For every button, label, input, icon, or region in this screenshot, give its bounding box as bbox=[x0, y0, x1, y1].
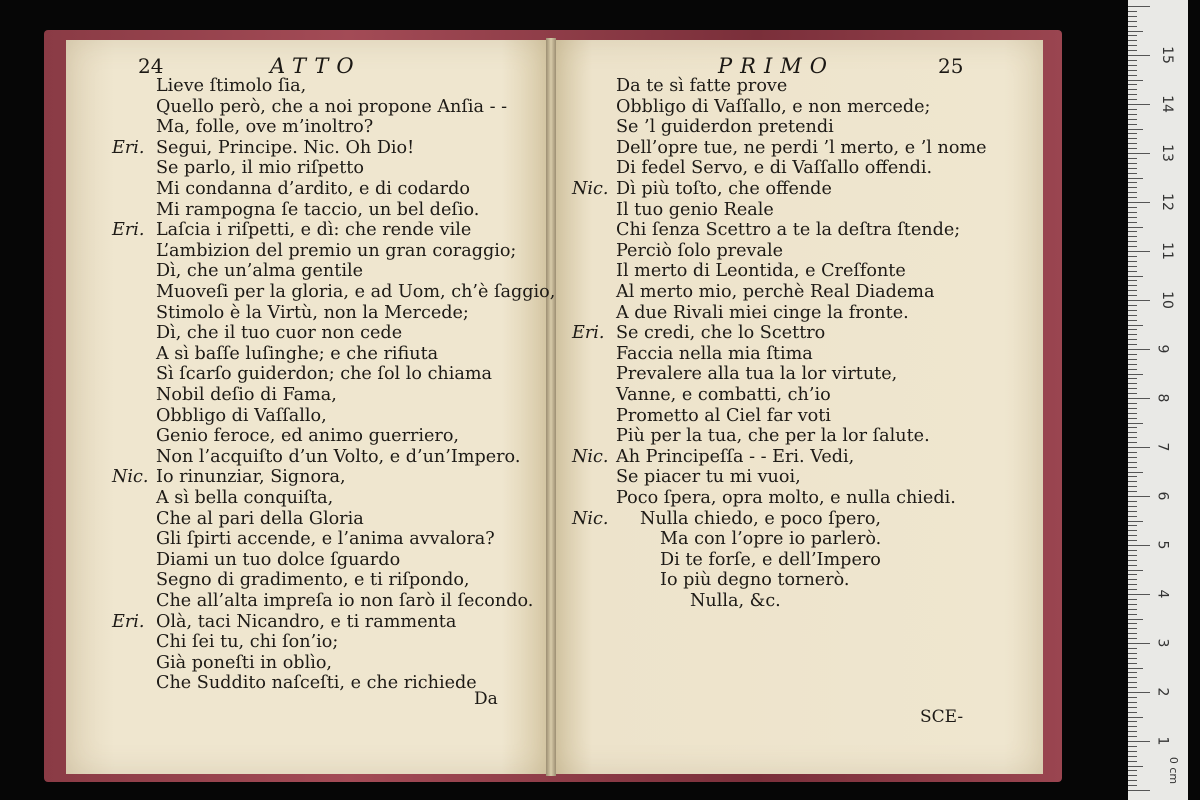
verse-text: Al merto mio, perchè Real Diadema bbox=[616, 282, 935, 302]
ruler-tick bbox=[1128, 604, 1137, 605]
verse-text: Che al pari della Gloria bbox=[156, 508, 364, 529]
ruler-number: 2 bbox=[1154, 687, 1171, 697]
ruler-tick bbox=[1128, 153, 1150, 154]
verse-text: Chi ſei tu, chi ſon’io; bbox=[156, 632, 339, 653]
verse-text: Mi rampogna ſe taccio, un bel deſio. bbox=[156, 199, 480, 220]
ruler-tick bbox=[1128, 359, 1137, 360]
ruler-tick bbox=[1128, 726, 1137, 727]
ruler-tick bbox=[1128, 525, 1137, 526]
ruler-tick bbox=[1128, 682, 1137, 683]
verse-text: Obbligo di Vaſſallo, e non mercede; bbox=[616, 96, 931, 117]
ruler-tick bbox=[1128, 104, 1150, 105]
ruler-tick bbox=[1128, 775, 1137, 776]
ruler-tick bbox=[1128, 565, 1137, 566]
ruler-tick bbox=[1128, 437, 1137, 438]
ruler-tick bbox=[1128, 663, 1137, 664]
ruler-tick bbox=[1128, 413, 1137, 414]
ruler-tick bbox=[1128, 320, 1137, 321]
ruler-tick bbox=[1128, 364, 1137, 365]
ruler-tick bbox=[1128, 398, 1150, 399]
verse-text: Segui, Principe. Nic. Oh Dio! bbox=[156, 137, 415, 158]
verse-text: Di fedel Servo, e di Vaſſallo offendi. bbox=[616, 158, 933, 179]
ruler-tick bbox=[1128, 192, 1137, 193]
ruler-tick bbox=[1128, 383, 1137, 384]
ruler-tick bbox=[1128, 26, 1137, 27]
ruler-tick bbox=[1128, 447, 1150, 448]
ruler-tick bbox=[1128, 266, 1137, 267]
speaker-label: Eri. bbox=[572, 323, 605, 344]
ruler-tick bbox=[1128, 702, 1137, 703]
ruler-tick bbox=[1128, 574, 1137, 575]
ruler-tick bbox=[1128, 677, 1137, 678]
verse-text: Perciò ſolo prevale bbox=[616, 240, 784, 261]
right-page-number: 25 bbox=[938, 54, 964, 78]
ruler-tick bbox=[1128, 124, 1137, 125]
verse-text: Più per la tua, che per la lor ſalute. bbox=[616, 426, 930, 447]
ruler-tick bbox=[1128, 280, 1137, 281]
ruler-tick bbox=[1128, 334, 1137, 335]
ruler-tick bbox=[1128, 325, 1143, 326]
ruler-number: 4 bbox=[1154, 589, 1171, 599]
ruler-tick bbox=[1128, 31, 1143, 32]
ruler-tick bbox=[1128, 261, 1137, 262]
verse-text: A sì baſſe luſinghe; e che rifiuta bbox=[156, 343, 439, 364]
verse-text: Io rinunziar, Signora, bbox=[156, 467, 346, 488]
right-running-head: PRIMO bbox=[718, 54, 835, 78]
ruler-tick bbox=[1128, 516, 1137, 517]
ruler-tick bbox=[1128, 717, 1143, 718]
verse-text: Quello però, che a noi propone Anſia - - bbox=[156, 96, 508, 117]
ruler-tick bbox=[1128, 99, 1137, 100]
ruler-tick bbox=[1128, 609, 1137, 610]
ruler-tick bbox=[1128, 545, 1150, 546]
ruler-tick bbox=[1128, 623, 1137, 624]
left-page-number: 24 bbox=[138, 54, 164, 78]
ruler-tick bbox=[1128, 173, 1137, 174]
ruler-tick bbox=[1128, 506, 1137, 507]
verse-text: Prevalere alla tua la lor virtute, bbox=[616, 364, 898, 385]
ruler-tick bbox=[1128, 594, 1150, 595]
ruler-number: 15 bbox=[1158, 46, 1175, 64]
ruler-number: 14 bbox=[1158, 95, 1175, 113]
ruler-number: 5 bbox=[1154, 540, 1171, 550]
right-catchword: SCE- bbox=[920, 707, 964, 727]
ruler-tick bbox=[1128, 697, 1137, 698]
verse-text: Poco ſpera, opra molto, e nulla chiedi. bbox=[616, 488, 956, 508]
ruler-tick bbox=[1128, 197, 1137, 198]
speaker-label: Eri. bbox=[112, 220, 145, 241]
verse-text: Che Suddito naſceſti, e che richiede bbox=[156, 673, 477, 694]
verse-text: L’ambizion del premio un gran coraggio; bbox=[156, 240, 517, 261]
verse-text: Non l’acquiſto d’un Volto, e d’un’Impero. bbox=[156, 446, 521, 467]
verse-text: Il merto di Leontida, e Creſfonte bbox=[616, 261, 906, 282]
ruler-number: 7 bbox=[1154, 442, 1171, 452]
left-running-head: ATTO bbox=[270, 54, 362, 78]
book-gutter bbox=[546, 38, 556, 776]
verse-text: Se piacer tu mi vuoi, bbox=[616, 467, 801, 488]
ruler-tick bbox=[1128, 344, 1137, 345]
left-catchword: Da bbox=[474, 689, 498, 709]
ruler-tick bbox=[1128, 75, 1137, 76]
ruler-tick bbox=[1128, 672, 1137, 673]
ruler-tick bbox=[1128, 129, 1143, 130]
ruler-number: 13 bbox=[1158, 144, 1175, 162]
verse-text: Chi ſenza Scettro a te la deſtra ſtende; bbox=[616, 220, 961, 241]
ruler-tick bbox=[1128, 133, 1137, 134]
ruler-number: 8 bbox=[1154, 393, 1171, 403]
verse-text: Dì, che il tuo cuor non cede bbox=[156, 323, 403, 344]
verse-text: Obbligo di Vaſſallo, bbox=[156, 405, 327, 426]
verse-text: Che all’alta impreſa io non ſarò il ſecondo. bbox=[156, 591, 534, 611]
measuring-ruler bbox=[1128, 0, 1188, 800]
ruler-tick bbox=[1128, 780, 1137, 781]
verse-text: Genio feroce, ed animo guerriero, bbox=[156, 426, 460, 447]
ruler-tick bbox=[1128, 310, 1137, 311]
ruler-tick bbox=[1128, 766, 1143, 767]
ruler-tick bbox=[1128, 388, 1137, 389]
ruler-tick bbox=[1128, 555, 1137, 556]
ruler-tick bbox=[1128, 168, 1137, 169]
left-text-block bbox=[112, 76, 556, 696]
ruler-tick bbox=[1128, 207, 1137, 208]
ruler-tick bbox=[1128, 84, 1137, 85]
ruler-tick bbox=[1128, 736, 1137, 737]
ruler-tick bbox=[1128, 349, 1150, 350]
ruler-tick bbox=[1128, 231, 1137, 232]
verse-text: Segno di gradimento, e ti riſpondo, bbox=[156, 570, 470, 591]
ruler-tick bbox=[1128, 285, 1137, 286]
ruler-tick bbox=[1128, 633, 1137, 634]
ruler-tick bbox=[1128, 785, 1137, 786]
ruler-tick bbox=[1128, 486, 1137, 487]
verse-text: Mi condanna d’ardito, e di codardo bbox=[156, 179, 470, 199]
ruler-tick bbox=[1128, 619, 1143, 620]
ruler-tick bbox=[1128, 530, 1137, 531]
ruler-tick bbox=[1128, 535, 1137, 536]
verse-text: Io più degno tornerò. bbox=[660, 570, 850, 591]
ruler-tick bbox=[1128, 491, 1137, 492]
ruler-tick bbox=[1128, 393, 1137, 394]
ruler-tick bbox=[1128, 378, 1137, 379]
ruler-tick bbox=[1128, 251, 1150, 252]
ruler-tick bbox=[1128, 692, 1150, 693]
verse-text: Se ’l guiderdon pretendi bbox=[616, 117, 834, 138]
ruler-tick bbox=[1128, 271, 1137, 272]
ruler-number: 3 bbox=[1154, 638, 1171, 648]
ruler-tick bbox=[1128, 227, 1143, 228]
ruler-tick bbox=[1128, 442, 1137, 443]
verse-text: Faccia nella mia ſtima bbox=[616, 343, 813, 364]
ruler-tick bbox=[1128, 246, 1137, 247]
verse-text: Ma con l’opre io parlerò. bbox=[660, 529, 882, 550]
ruler-tick bbox=[1128, 241, 1137, 242]
ruler-tick bbox=[1128, 540, 1137, 541]
ruler-tick bbox=[1128, 790, 1150, 791]
ruler-tick bbox=[1128, 614, 1137, 615]
ruler-tick bbox=[1128, 707, 1137, 708]
verse-text: Dì più toſto, che offende bbox=[616, 179, 832, 199]
ruler-tick bbox=[1128, 369, 1137, 370]
ruler-tick bbox=[1128, 476, 1137, 477]
ruler-tick bbox=[1128, 45, 1137, 46]
speaker-label: Nic. bbox=[572, 508, 609, 529]
ruler-tick bbox=[1128, 55, 1150, 56]
ruler-tick bbox=[1128, 276, 1143, 277]
ruler-tick bbox=[1128, 21, 1137, 22]
ruler-number: 6 bbox=[1154, 491, 1171, 501]
verse-text: Gli ſpirti accende, e l’anima avvalora? bbox=[156, 529, 495, 550]
verse-text: Olà, taci Nicandro, e ti rammenta bbox=[156, 611, 457, 632]
ruler-tick bbox=[1128, 521, 1143, 522]
verse-text: Da te sì fatte prove bbox=[616, 76, 788, 96]
ruler-tick bbox=[1128, 11, 1137, 12]
ruler-tick bbox=[1128, 305, 1137, 306]
ruler-tick bbox=[1128, 50, 1137, 51]
verse-text: A sì bella conquiſta, bbox=[156, 488, 334, 508]
ruler-number: 1 bbox=[1154, 736, 1171, 746]
ruler-tick bbox=[1128, 16, 1137, 17]
verse-text: Laſcia i riſpetti, e dì: che rende vile bbox=[156, 220, 472, 241]
right-text-block bbox=[572, 76, 1032, 636]
ruler-tick bbox=[1128, 423, 1143, 424]
verse-text: Il tuo genio Reale bbox=[616, 199, 774, 220]
speaker-label: Nic. bbox=[572, 179, 609, 199]
ruler-tick bbox=[1128, 687, 1137, 688]
ruler-tick bbox=[1128, 158, 1137, 159]
ruler-tick bbox=[1128, 427, 1137, 428]
verse-text: Di te forſe, e dell’Impero bbox=[660, 549, 881, 570]
ruler-tick bbox=[1128, 560, 1137, 561]
ruler-tick bbox=[1128, 418, 1137, 419]
verse-text: Se credi, che lo Scettro bbox=[616, 323, 826, 344]
ruler-tick bbox=[1128, 721, 1137, 722]
ruler-tick bbox=[1128, 35, 1137, 36]
verse-text: Dell’opre tue, ne perdi ’l merto, e ’l nome bbox=[616, 137, 987, 158]
ruler-tick bbox=[1128, 138, 1137, 139]
verse-text: Già poneſti in oblìo, bbox=[156, 652, 333, 673]
verse-text: Nulla, &c. bbox=[690, 591, 781, 611]
verse-text: Vanne, e combatti, ch’io bbox=[616, 385, 831, 405]
ruler-tick bbox=[1128, 638, 1137, 639]
ruler-tick bbox=[1128, 40, 1137, 41]
verse-text: Dì, che un’alma gentile bbox=[156, 261, 363, 282]
ruler-tick bbox=[1128, 658, 1137, 659]
ruler-tick bbox=[1128, 290, 1137, 291]
ruler-tick bbox=[1128, 589, 1137, 590]
ruler-tick bbox=[1128, 403, 1137, 404]
ruler-tick bbox=[1128, 648, 1137, 649]
speaker-label: Eri. bbox=[112, 137, 145, 158]
ruler-tick bbox=[1128, 114, 1137, 115]
ruler-tick bbox=[1128, 467, 1137, 468]
ruler-number: 11 bbox=[1158, 242, 1175, 260]
ruler-tick bbox=[1128, 584, 1137, 585]
ruler-number: 10 bbox=[1158, 291, 1175, 309]
ruler-tick bbox=[1128, 472, 1143, 473]
ruler-tick bbox=[1128, 579, 1137, 580]
verse-text: Muoveſi per la gloria, e ad Uom, ch’è ſaggio, bbox=[156, 282, 556, 302]
ruler-tick bbox=[1128, 712, 1137, 713]
ruler-tick bbox=[1128, 570, 1143, 571]
ruler-tick bbox=[1128, 60, 1137, 61]
speaker-label: Nic. bbox=[572, 446, 609, 467]
ruler-tick bbox=[1128, 6, 1150, 7]
verse-text: Nulla chiedo, e poco ſpero, bbox=[640, 508, 882, 529]
ruler-tick bbox=[1128, 653, 1137, 654]
speaker-label: Eri. bbox=[112, 611, 145, 632]
ruler-tick bbox=[1128, 295, 1137, 296]
ruler-tick bbox=[1128, 452, 1137, 453]
ruler-tick bbox=[1128, 511, 1137, 512]
verse-text: Se parlo, il mio riſpetto bbox=[156, 158, 364, 179]
verse-text: Sì ſcarſo guiderdon; che ſol lo chiama bbox=[156, 364, 493, 385]
ruler-tick bbox=[1128, 457, 1137, 458]
ruler-tick bbox=[1128, 746, 1137, 747]
ruler-tick bbox=[1128, 643, 1150, 644]
ruler-tick bbox=[1128, 668, 1143, 669]
ruler-tick bbox=[1128, 462, 1137, 463]
ruler-tick bbox=[1128, 89, 1137, 90]
verse-text: Prometto al Ciel far voti bbox=[616, 405, 831, 426]
ruler-tick bbox=[1128, 756, 1137, 757]
ruler-tick bbox=[1128, 628, 1137, 629]
verse-text: Lieve ſtimolo ſia, bbox=[156, 76, 307, 96]
ruler-tick bbox=[1128, 212, 1137, 213]
ruler-tick bbox=[1128, 550, 1137, 551]
ruler-tick bbox=[1128, 408, 1137, 409]
ruler-tick bbox=[1128, 496, 1150, 497]
ruler-tick bbox=[1128, 751, 1137, 752]
verse-text: Stimolo è la Virtù, non la Mercede; bbox=[156, 302, 469, 323]
ruler-unit-label: 0 cm bbox=[1167, 756, 1181, 785]
ruler-tick bbox=[1128, 770, 1137, 771]
verse-text: Ma, folle, ove m’inoltro? bbox=[156, 117, 374, 138]
ruler-tick bbox=[1128, 65, 1137, 66]
ruler-tick bbox=[1128, 481, 1137, 482]
ruler-tick bbox=[1128, 80, 1143, 81]
ruler-tick bbox=[1128, 163, 1137, 164]
ruler-tick bbox=[1128, 178, 1143, 179]
ruler-tick bbox=[1128, 236, 1137, 237]
ruler-tick bbox=[1128, 354, 1137, 355]
ruler-tick bbox=[1128, 202, 1150, 203]
ruler-tick bbox=[1128, 143, 1137, 144]
ruler-tick bbox=[1128, 315, 1137, 316]
ruler-tick bbox=[1128, 217, 1137, 218]
verse-text: A due Rivali miei cinge la fronte. bbox=[616, 302, 909, 323]
ruler-tick bbox=[1128, 182, 1137, 183]
verse-text: Nobil deſio di Fama, bbox=[156, 385, 337, 405]
ruler-tick bbox=[1128, 741, 1150, 742]
verse-text: Ah Principeſſa - - Eri. Vedi, bbox=[616, 446, 855, 467]
ruler-number: 9 bbox=[1154, 344, 1171, 354]
ruler-tick bbox=[1128, 94, 1137, 95]
ruler-tick bbox=[1128, 148, 1137, 149]
ruler-tick bbox=[1128, 731, 1137, 732]
ruler-tick bbox=[1128, 374, 1143, 375]
ruler-tick bbox=[1128, 329, 1137, 330]
ruler-tick bbox=[1128, 339, 1137, 340]
ruler-tick bbox=[1128, 119, 1137, 120]
verse-text: Diami un tuo dolce ſguardo bbox=[156, 549, 401, 570]
ruler-tick bbox=[1128, 432, 1137, 433]
ruler-tick bbox=[1128, 187, 1137, 188]
ruler-number: 12 bbox=[1158, 193, 1175, 211]
ruler-tick bbox=[1128, 599, 1137, 600]
ruler-tick bbox=[1128, 501, 1137, 502]
ruler-tick bbox=[1128, 300, 1150, 301]
ruler-tick bbox=[1128, 256, 1137, 257]
ruler-tick bbox=[1128, 109, 1137, 110]
ruler-tick bbox=[1128, 761, 1137, 762]
ruler-tick bbox=[1128, 70, 1137, 71]
ruler-tick bbox=[1128, 222, 1137, 223]
speaker-label: Nic. bbox=[112, 467, 149, 488]
